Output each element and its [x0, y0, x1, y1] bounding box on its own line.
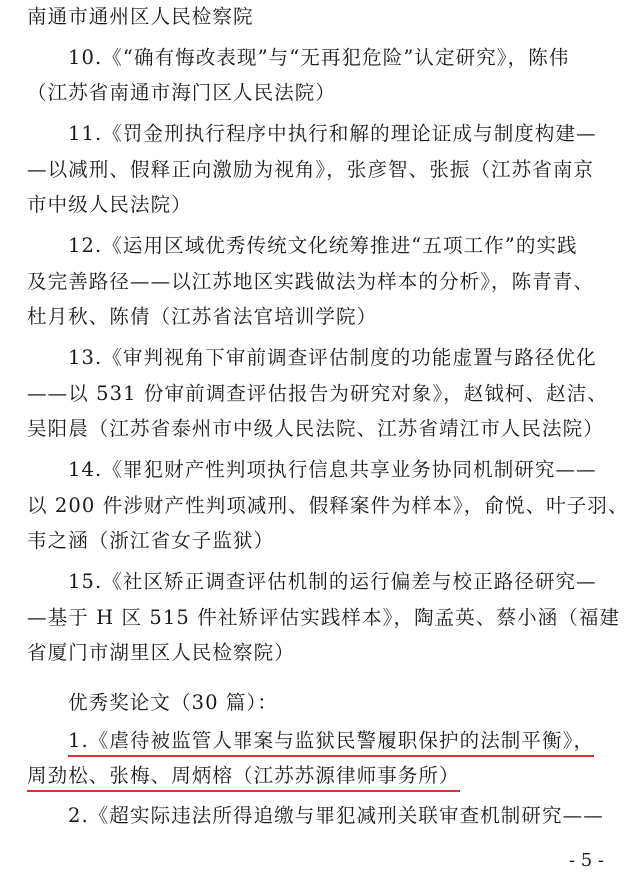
paper-entry-13: 13.《审判视角下审前调查评估制度的功能虚置与路径优化: [68, 346, 597, 369]
section-heading: 优秀奖论文（30 篇）：: [68, 691, 278, 714]
text-line: 市中级人民法院）: [27, 193, 192, 216]
paper-entry-14: 14.《罪犯财产性判项执行信息共享业务协同机制研究——: [68, 458, 597, 481]
paper-entry-12: 12.《运用区域优秀传统文化统筹推进“五项工作”的实践: [68, 234, 578, 257]
text-line: 南通市通州区人民检察院: [27, 5, 254, 28]
text-line: ——以 531 份审前调查评估报告为研究对象》，赵钺柯、赵洁、: [27, 382, 608, 405]
paper-entry-10: 10.《“确有悔改表现”与“无再犯危险”认定研究》，陈伟: [68, 46, 570, 69]
paper-entry-11: 11.《罚金刑执行程序中执行和解的理论证成与制度构建—: [68, 122, 597, 145]
text-line: —以减刑、假释正向激励为视角》，张彦智、张振（江苏省南京: [27, 158, 595, 181]
text-line: 韦之涵（浙江省女子监狱）: [27, 529, 275, 552]
underlined-title: 1.《虐待被监管人罪案与监狱民警履职保护的法制平衡》，: [68, 729, 594, 757]
text-line: 及完善路径——以江苏地区实践做法为样本的分析》，陈青青、: [27, 270, 595, 293]
text-line: —基于 H 区 515 件社矫评估实践样本》，陶孟英、蔡小涵（福建: [27, 606, 621, 629]
text-line: 吴阳晨（江苏省泰州市中级人民法院、江苏省靖江市人民法院）: [27, 417, 604, 440]
text-line: （江苏省南通市海门区人民法院）: [27, 81, 337, 104]
page-number: - 5 -: [568, 850, 604, 871]
text-line: 杜月秋、陈倩（江苏省法官培训学院）: [27, 305, 378, 328]
underlined-authors: 周劲松、张梅、周炳榕（江苏苏源律师事务所）: [27, 764, 460, 792]
paper-entry-1: [68, 728, 594, 754]
text-line: [27, 763, 460, 789]
paper-entry-2: 2.《超实际违法所得追缴与罪犯减刑关联审查机制研究——: [68, 804, 604, 827]
text-line: 省厦门市湖里区人民检察院）: [27, 641, 295, 664]
paper-entry-15: 15.《社区矫正调查评估机制的运行偏差与校正路径研究—: [68, 570, 597, 593]
text-line: 以 200 件涉财产性判项减刑、假释案件为样本》，俞悦、叶子羽、: [27, 494, 629, 517]
